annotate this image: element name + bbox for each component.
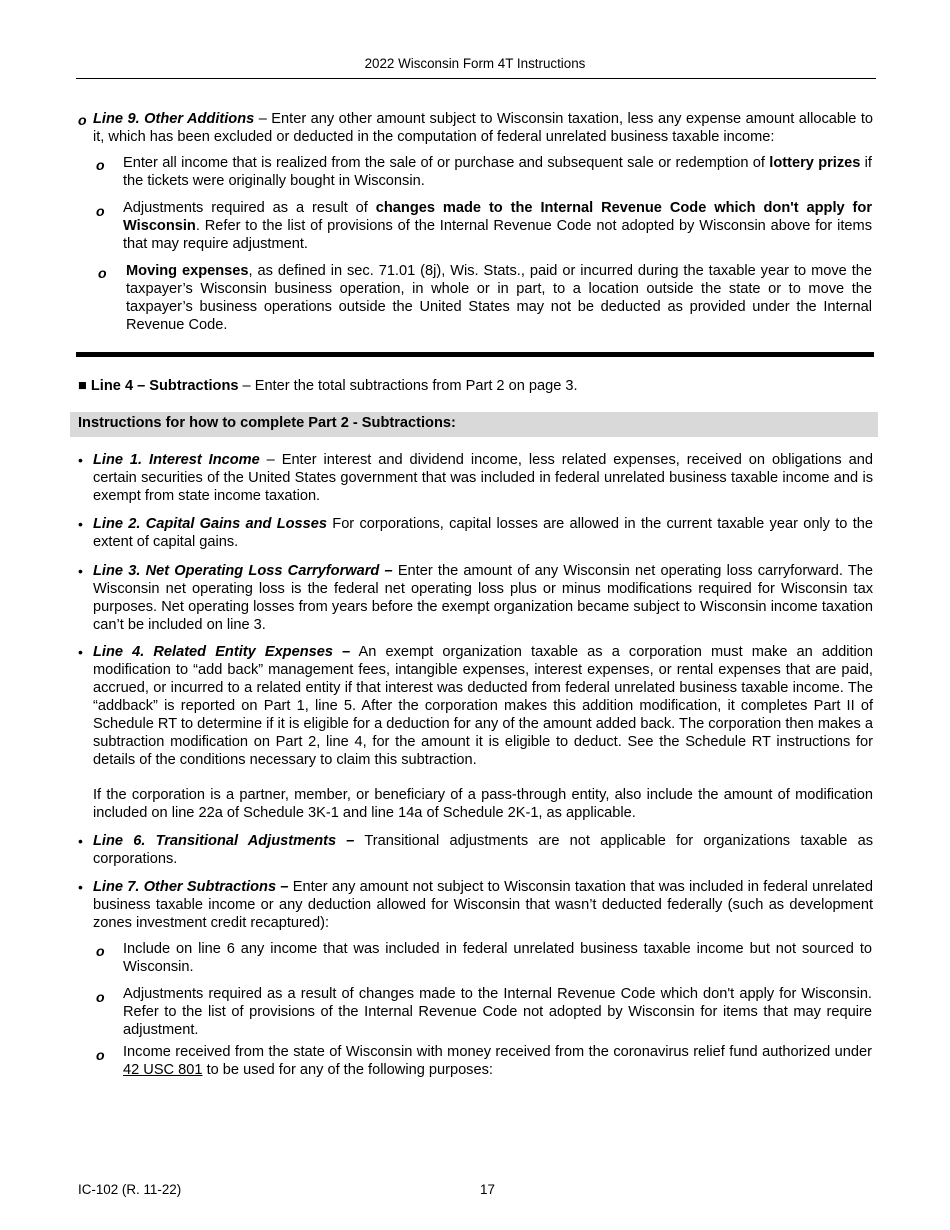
part2-line4-extra: If the corporation is a partner, member, or beneficiary of a pass-through entity, also include the amount of modification included on line 22a of Schedule 3K-1 and line 14a of Schedule 2K-1, as applicable.: [93, 787, 873, 821]
section-divider: [76, 352, 874, 357]
bullet-icon: •: [78, 516, 83, 532]
part2-line6: [93, 832, 873, 868]
bullet-icon: •: [78, 879, 83, 895]
line9-subitem-irc-changes: [123, 199, 872, 253]
line9-marker: o: [78, 112, 87, 128]
line9-sub1-text-c: if the tickets were originally bought in Wisconsin.: [123, 155, 872, 189]
part2-line4-heading: Line 4. Related Entity Expenses –: [93, 644, 351, 660]
usc-link[interactable]: 42 USC 801: [123, 1062, 203, 1078]
part2-line7-text: Enter any amount not subject to Wisconsin taxation that was included in federal unrelated business taxable income or any deduction allowed for Wisconsin that wasn’t deducted federally (such as development zones investment credit recaptured):: [93, 879, 874, 931]
part2-line2-heading: Line 2. Capital Gains and Losses: [93, 516, 327, 532]
line4-heading: Line 4 – Subtractions: [90, 378, 239, 394]
line7-sub3-text-c: to be used for any of the following purposes:: [202, 1062, 493, 1078]
line9-sub2-marker: o: [96, 203, 105, 219]
part2-line6-heading: Line 6. Transitional Adjustments –: [93, 833, 355, 849]
part2-line3-heading: Line 3. Net Operating Loss Carryforward –: [93, 563, 393, 579]
line7-subitem-coronavirus: [123, 1043, 872, 1079]
line9-sub1-bold: lottery prizes: [769, 155, 861, 171]
line7-subitem-irc-changes: Adjustments required as a result of changes made to the Internal Revenue Code which don't apply for Wisconsin. Refer to the list of provisions of the Internal Revenue Code not adopted by Wisconsin for items that may require adjustment.: [123, 986, 872, 1038]
line9-subitem-lottery: [123, 154, 872, 190]
part2-line1-text: – Enter interest and dividend income, less related expenses, received on obligations and certain securities of the United States government that was included in federal unrelated business taxable income and is exempt from state income taxation.: [93, 452, 873, 504]
line9-heading: Line 9. Other Additions: [93, 111, 255, 127]
part2-line2-text: For corporations, capital losses are allowed in the current taxable year only to the extent of capital gains.: [93, 516, 873, 550]
line9-sub2-bold: changes made to the Internal Revenue Code which don't apply for Wisconsin: [123, 200, 872, 234]
bullet-icon: •: [78, 644, 83, 660]
line9-sub1-text-a: Enter all income that is realized from the sale of or purchase and subsequent sale or redemption of: [123, 155, 770, 171]
part2-heading-band: [70, 412, 878, 437]
line7-sub1-marker: o: [96, 943, 105, 959]
line9-sub3-text-c: , as defined in sec. 71.01 (8j), Wis. Stats., paid or incurred during the taxable year to move the taxpayer’s Wisconsin business operation, in whole or in part, to a location outside the state or to move the taxpayer’s business operations outside the United States may not be deducted as provided under the Internal Revenue Code.: [126, 263, 872, 333]
bullet-icon: •: [78, 452, 83, 468]
line7-sub3-text-a: Income received from the state of Wisconsin with money received from the coronavirus relief fund authorized under: [123, 1044, 872, 1060]
part2-line4: [93, 643, 873, 769]
bullet-icon: •: [78, 563, 83, 579]
part2-line7: [93, 878, 873, 932]
part2-line3: [93, 562, 873, 634]
part2-line7-heading: Line 7. Other Subtractions –: [93, 879, 289, 895]
line4-text: – Enter the total subtractions from Part 2 on page 3.: [238, 378, 578, 394]
line4-paragraph: [78, 377, 873, 395]
line9-text: – Enter any other amount subject to Wisconsin taxation, less any expense amount allocable to it, which has been excluded or deducted in the computation of federal unrelated business taxable income:: [93, 111, 873, 145]
part2-line1: [93, 451, 873, 505]
part2-line4-text: An exempt organization taxable as a corporation must make an addition modification to “add back” management fees, intangible expenses, interest expenses, or rental expenses that are paid, accrued, or incurred to a related entity if that interest was deducted from federal unrelated business taxable income. The “addback” is reported on Part 1, line 5. After the corporation makes this addition modification, it completes Part II of Schedule RT to determine if it is eligible for a deduction for any of the amount added back. The corporation then makes a subtraction modification on Part 2, line 4, for the amount it is eligible to deduct. See the Schedule RT instructions for details of the conditions necessary to claim this subtraction.: [93, 644, 873, 768]
page-header: 2022 Wisconsin Form 4T Instructions: [364, 56, 586, 71]
part2-line3-text: Enter the amount of any Wisconsin net operating loss carryforward. The Wisconsin net operating loss is the federal net operating loss plus or minus modifications required for Wisconsin tax purposes. Net operating losses from years before the exempt organization became subject to Wisconsin income taxation can’t be included on line 3.: [93, 563, 873, 633]
line7-sub2-marker: o: [96, 989, 105, 1005]
part2-line2: [93, 515, 873, 551]
line9-sub3-marker: o: [98, 265, 107, 281]
part2-line6-text: Transitional adjustments are not applicable for organizations taxable as corporations.: [93, 833, 873, 867]
line7-subitem-not-sourced: Include on line 6 any income that was included in federal unrelated business taxable income but not sourced to Wisconsin.: [123, 941, 872, 975]
header-divider: [76, 78, 876, 79]
square-bullet-icon: ■: [78, 378, 87, 394]
line9-subitem-moving-expenses: [126, 262, 872, 334]
footer-page-number: 17: [480, 1182, 495, 1197]
bullet-icon: •: [78, 833, 83, 849]
line9-paragraph: [93, 110, 873, 146]
line9-sub2-text-c: . Refer to the list of provisions of the Internal Revenue Code not adopted by Wisconsin above for items that may require adjustment.: [123, 218, 872, 252]
line7-sub3-marker: o: [96, 1047, 105, 1063]
line9-sub3-bold: Moving expenses: [126, 263, 249, 279]
footer-form-id: IC-102 (R. 11-22): [78, 1182, 182, 1197]
line9-sub1-marker: o: [96, 157, 105, 173]
part2-line1-heading: Line 1. Interest Income: [93, 452, 260, 468]
line9-sub2-text-a: Adjustments required as a result of: [123, 200, 376, 216]
part2-heading: Instructions for how to complete Part 2 - Subtractions:: [78, 415, 456, 431]
